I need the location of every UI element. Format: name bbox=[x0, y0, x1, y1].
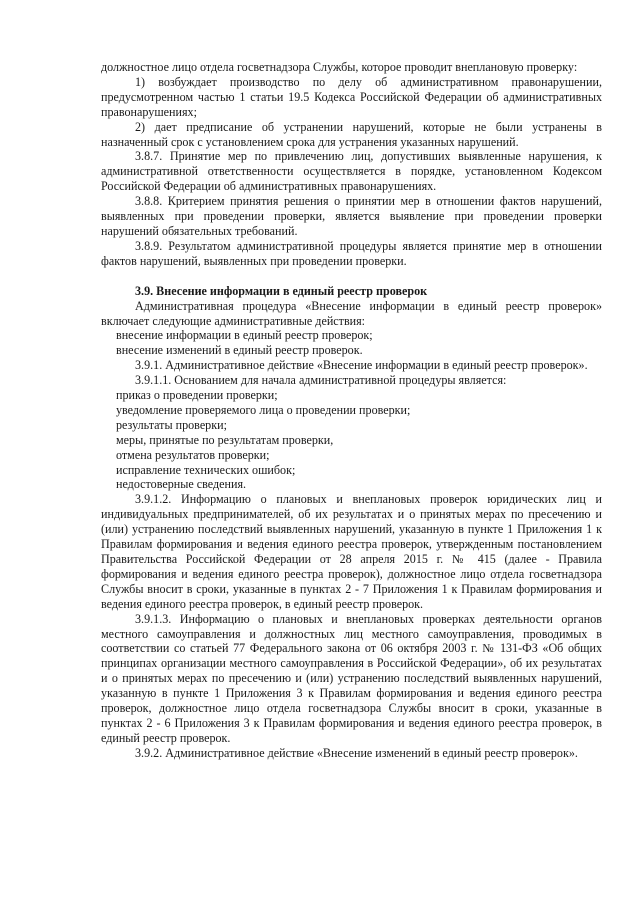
list-item-ground: результаты проверки; bbox=[116, 417, 227, 432]
paragraph-3-9-1-1: 3.9.1.1. Основанием для начала административной процедуры является: bbox=[135, 373, 507, 388]
paragraph-3-9-2: 3.9.2. Административное действие «Внесение изменений в единый реестр проверок». bbox=[135, 745, 578, 760]
paragraph-procedure-intro: Административная процедура «Внесение информации в единый реестр проверок» включает следующие административные действия: bbox=[101, 298, 602, 328]
list-item-ground: отмена результатов проверки; bbox=[116, 447, 270, 462]
paragraph-3-8-7: 3.8.7. Принятие мер по привлечению лиц, допустивших выявленные нарушения, к административной ответственности осуществляется в порядке, установленном Кодексом Российской Федерации об административных правонарушениях. bbox=[101, 149, 602, 194]
list-item-action: внесение информации в единый реестр проверок; bbox=[116, 328, 373, 343]
list-item-ground: уведомление проверяемого лица о проведении проверки; bbox=[116, 402, 411, 417]
paragraph-3-9-1-2: 3.9.1.2. Информацию о плановых и внеплановых проверок юридических лиц и индивидуальных предпринимателей, об их результатах и о принятых мерах по пресечению и (или) устранению последствий выявленных нарушений, указанную в пункте 1 Приложения 1 к Правилам формирования и ведения единого реестра проверок, утвержденным постановлением Правительства Российской Федерации от 28 апреля 2015 г. № 415 (далее - Правила формирования и ведения единого реестра проверок), должностное лицо отдела госветнадзора Службы вносит в сроки, указанные в пунктах 2 - 7 Приложения 1 к Правилам формирования и ведения единого реестра проверок, в единый реестр проверок. bbox=[101, 492, 602, 611]
list-item-ground: приказ о проведении проверки; bbox=[116, 388, 278, 403]
section-heading: 3.9. Внесение информации в единый реестр проверок bbox=[135, 283, 428, 298]
list-item-ground: меры, принятые по результатам проверки, bbox=[116, 432, 334, 447]
list-item-action: внесение изменений в единый реестр проверок. bbox=[116, 343, 363, 358]
paragraph-3-9-1-3: 3.9.1.3. Информацию о плановых и внеплановых проверках деятельности органов местного самоуправления и должностных лиц местного самоуправления, проводимых в соответствии со статьей 77 Федерального закона от 06 октября 2003 г. № 131-ФЗ «Об общих принципах организации местного самоуправления в Российской Федерации», об их результатах и о принятых мерах по пресечению и (или) устранению последствий выявленных нарушений, указанную в пункте 1 Приложения 3 к Правилам формирования и ведения единого реестра проверок, должностное лицо отдела госветнадзора Службы вносит в сроки, указанные в пунктах 2 - 6 Приложения 3 к Правилам формирования и ведения единого реестра проверок, в единый реестр проверок. bbox=[101, 611, 602, 745]
list-item-ground: недостоверные сведения. bbox=[116, 477, 247, 492]
paragraph-3-8-8: 3.8.8. Критерием принятия решения о принятии мер в отношении фактов нарушений, выявленных при проведении проверки, является выявление при проведении проверки нарушений обязательных требований. bbox=[101, 194, 602, 238]
paragraph-inspector-intro: должностное лицо отдела госветнадзора Службы, которое проводит внеплановую проверку: bbox=[101, 60, 578, 74]
paragraph-3-8-9: 3.8.9. Результатом административной процедуры является принятие мер в отношении фактов нарушений, выявленных при проведении проверки. bbox=[101, 238, 602, 268]
paragraph-item-1: 1) возбуждает производство по делу об административном правонарушении, предусмотренном частью 1 статьи 19.5 Кодекса Российской Федерации об административных правонарушениях; bbox=[101, 74, 602, 119]
section-gap bbox=[101, 269, 602, 284]
paragraph-item-2: 2) дает предписание об устранении нарушений, которые не были устранены в назначенный срок с установлением срока для устранения указанных нарушений. bbox=[101, 119, 602, 149]
paragraph-3-9-1: 3.9.1. Административное действие «Внесение информации в единый реестр проверок». bbox=[135, 358, 588, 373]
list-item-ground: исправление технических ошибок; bbox=[116, 462, 296, 477]
